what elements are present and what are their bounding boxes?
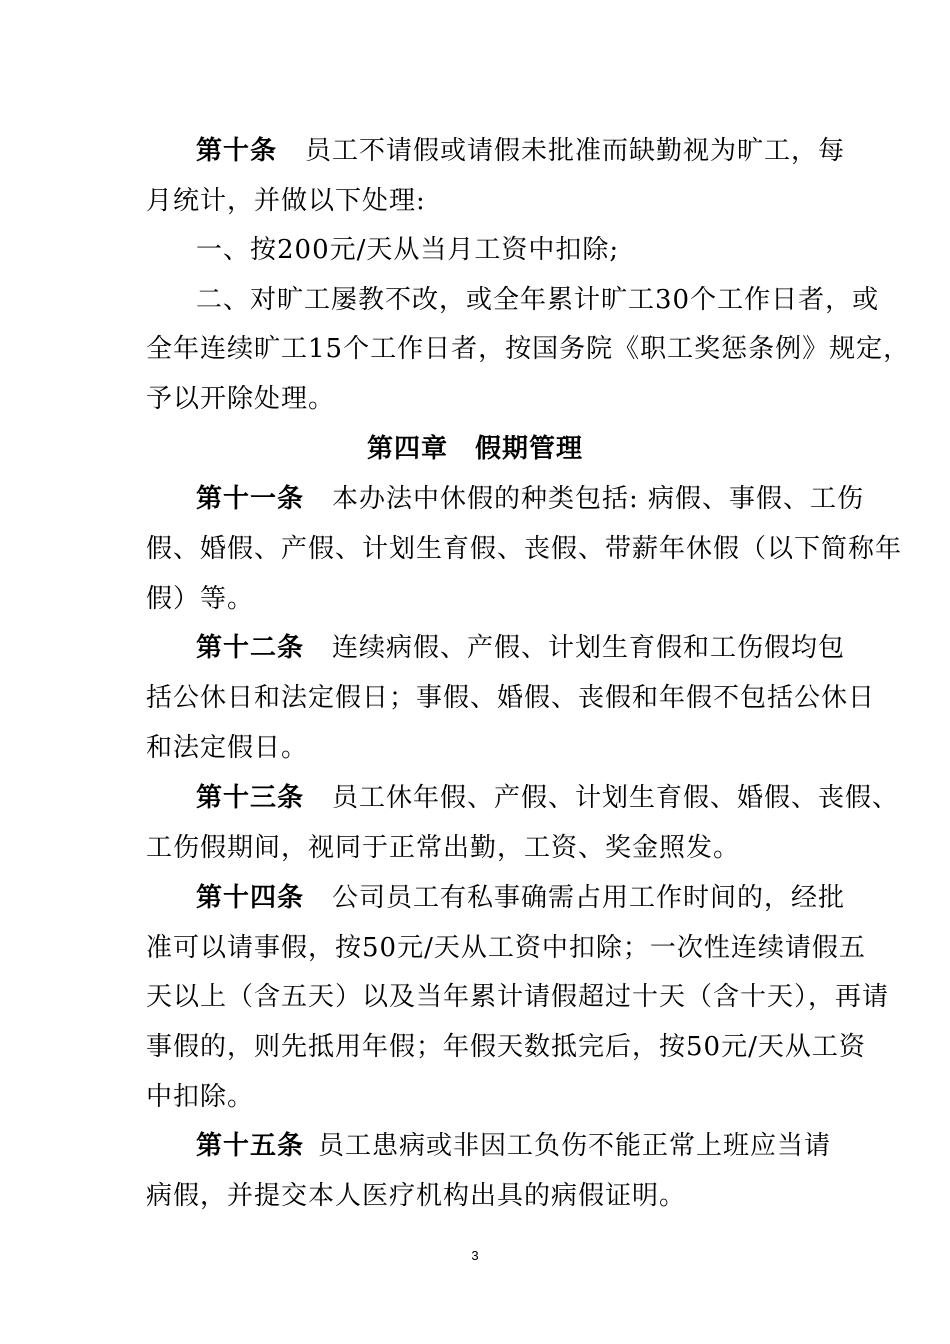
article-11-line-2: 假、婚假、产假、计划生育假、丧假、带薪年休假（以下简称年 [146, 534, 903, 564]
article-14-line-5: 中扣除。 [146, 1082, 255, 1112]
article-12-line-1 [196, 631, 845, 665]
article-11-label: 第十一条 [196, 484, 305, 514]
article-10-item-1: 一、按200元/天从当月工资中扣除; [196, 235, 620, 265]
article-10-item-2-line-1: 二、对旷工屡教不改，或全年累计旷工30个工作日者，或 [196, 285, 880, 315]
article-10-item-2-line-2: 全年连续旷工15个工作日者，按国务院《职工奖惩条例》规定， [146, 334, 911, 364]
article-10-label: 第十条 [196, 136, 278, 166]
article-13-label: 第十三条 [196, 783, 305, 813]
article-14-line-3: 天以上（含五天）以及当年累计请假超过十天（含十天），再请 [146, 982, 890, 1012]
article-12-text: 连续病假、产假、计划生育假和工伤假均包 [332, 633, 846, 663]
article-14-line-2: 准可以请事假，按50元/天从工资中扣除；一次性连续请假五 [146, 933, 866, 963]
article-12-line-2: 括公休日和法定假日；事假、婚假、丧假和年假不包括公休日 [146, 683, 876, 713]
article-14-line-4: 事假的，则先抵用年假；年假天数抵完后，按50元/天从工资 [146, 1032, 866, 1062]
article-11-text: 本办法中休假的种类包括: 病假、事假、工伤 [332, 484, 865, 514]
article-14-line-1 [196, 881, 845, 915]
article-10-item-2-line-3: 予以开除处理。 [146, 384, 336, 414]
article-15-line-1 [196, 1129, 831, 1163]
article-13-line-2: 工伤假期间，视同于正常出勤，工资、奖金照发。 [146, 833, 741, 863]
page-number: 3 [471, 1248, 479, 1263]
article-11-line-3: 假）等。 [146, 584, 255, 614]
chapter-4-heading: 第四章 假期管理 [366, 434, 583, 464]
article-13-line-1 [196, 781, 899, 815]
article-11-line-1 [196, 482, 864, 516]
article-10-line-2: 月统计，并做以下处理: [146, 186, 426, 216]
article-13-text: 员工休年假、产假、计划生育假、婚假、丧假、 [332, 783, 900, 813]
article-12-line-3: 和法定假日。 [146, 733, 309, 763]
article-15-text: 员工患病或非因工负伤不能正常上班应当请 [318, 1131, 832, 1161]
article-10-line-1 [196, 134, 845, 168]
article-10-text: 员工不请假或请假未批准而缺勤视为旷工，每 [305, 136, 846, 166]
article-14-label: 第十四条 [196, 883, 305, 913]
article-12-label: 第十二条 [196, 633, 305, 663]
article-15-label: 第十五条 [196, 1131, 305, 1161]
article-15-line-2: 病假，并提交本人医疗机构出具的病假证明。 [146, 1181, 687, 1211]
article-14-text: 公司员工有私事确需占用工作时间的，经批 [332, 883, 846, 913]
